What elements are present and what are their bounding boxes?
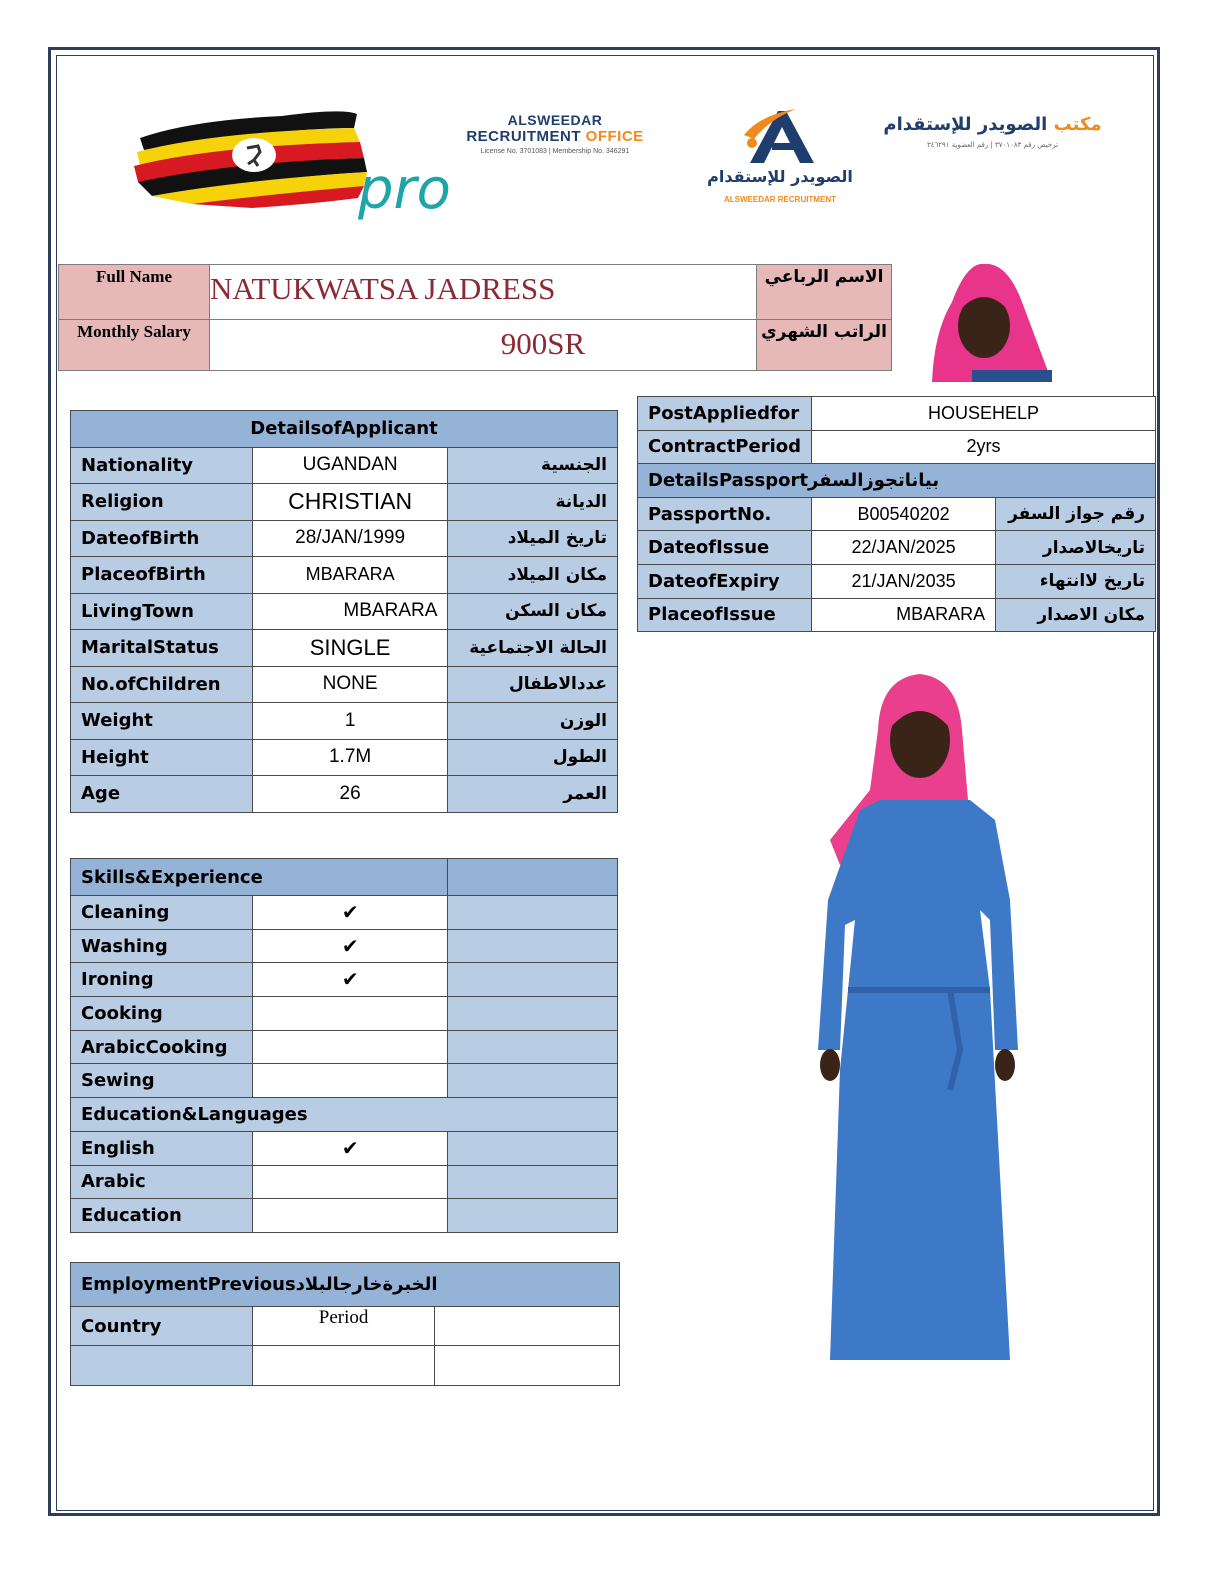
employment-title-en: EmploymentPrevious bbox=[81, 1274, 296, 1295]
table-row bbox=[71, 739, 618, 776]
logo-office: OFFICE bbox=[585, 128, 644, 145]
detail-label: Weight bbox=[71, 703, 253, 740]
passport-title-en: DetailsPassport bbox=[648, 469, 808, 491]
alsweedar-a-logo bbox=[700, 105, 860, 210]
table-row bbox=[71, 963, 618, 997]
employment-empty bbox=[435, 1346, 620, 1386]
table-row bbox=[71, 1131, 618, 1165]
previous-employment-table bbox=[70, 1262, 620, 1386]
detail-value: 26 bbox=[252, 776, 448, 813]
table-row bbox=[71, 1307, 620, 1346]
education-empty bbox=[448, 1131, 618, 1165]
detail-label: Nationality bbox=[71, 447, 253, 484]
detail-arabic: الوزن bbox=[448, 703, 618, 740]
employment-title-ar: الخبرةخارجالبلاد bbox=[295, 1274, 438, 1295]
table-row bbox=[71, 703, 618, 740]
table-row bbox=[71, 447, 618, 484]
period-label: Period bbox=[252, 1307, 435, 1346]
arabic-logo-office: مكتب bbox=[1053, 114, 1102, 135]
full-name-row bbox=[59, 265, 892, 320]
table-row bbox=[71, 520, 618, 557]
name-salary-table bbox=[58, 264, 892, 371]
employment-empty bbox=[435, 1307, 620, 1346]
detail-arabic: مكان الميلاد bbox=[448, 557, 618, 594]
contract-value: 2yrs bbox=[812, 430, 1156, 464]
detail-value: 1 bbox=[252, 703, 448, 740]
detail-value: MBARARA bbox=[252, 557, 448, 594]
skill-check bbox=[252, 997, 448, 1031]
skills-table bbox=[70, 858, 618, 1233]
table-row bbox=[71, 484, 618, 521]
skill-empty bbox=[448, 997, 618, 1031]
a-mark-icon bbox=[700, 105, 860, 167]
passport-value: MBARARA bbox=[812, 598, 996, 632]
detail-arabic: تاريخ الميلاد bbox=[448, 520, 618, 557]
skills-title: Skills&Experience bbox=[71, 859, 448, 896]
arabic-logo-title bbox=[880, 114, 1105, 135]
employment-title bbox=[71, 1263, 620, 1307]
logo-line-2 bbox=[455, 128, 655, 145]
detail-value: CHRISTIAN bbox=[252, 484, 448, 521]
skill-empty bbox=[448, 963, 618, 997]
passport-value: 22/JAN/2025 bbox=[812, 531, 996, 565]
passport-label: DateofIssue bbox=[638, 531, 812, 565]
skill-empty bbox=[448, 896, 618, 930]
employment-empty bbox=[252, 1346, 435, 1386]
salary-row bbox=[59, 320, 892, 371]
detail-value: 28/JAN/1999 bbox=[252, 520, 448, 557]
passport-title-ar: بياناتجوزالسفر bbox=[807, 469, 940, 491]
skills-header-empty bbox=[448, 859, 618, 896]
uganda-flag-logo bbox=[132, 100, 451, 225]
table-row bbox=[638, 531, 1156, 565]
table-row bbox=[71, 896, 618, 930]
detail-label: No.ofChildren bbox=[71, 666, 253, 703]
employment-header-row bbox=[71, 1263, 620, 1307]
passport-value: B00540202 bbox=[812, 497, 996, 531]
skill-label: Cooking bbox=[71, 997, 253, 1031]
full-name-arabic: الاسم الرباعي bbox=[757, 265, 892, 320]
applicant-headshot bbox=[912, 262, 1057, 382]
pro-text: pro bbox=[358, 157, 451, 222]
education-title: Education&Languages bbox=[71, 1098, 618, 1132]
table-row bbox=[71, 1199, 618, 1233]
table-row bbox=[71, 666, 618, 703]
arabic-logo-subline: ترخيص رقم ٣٧٠١٠٨٣ | رقم العضوية ٣٤٦٢٩١ bbox=[926, 141, 1059, 149]
a-logo-arabic: الصويدر للإستقدام bbox=[707, 167, 853, 186]
applicant-full-photo bbox=[800, 670, 1030, 1380]
skill-label: Sewing bbox=[71, 1064, 253, 1098]
detail-arabic: عددالاطفال bbox=[448, 666, 618, 703]
detail-label: Age bbox=[71, 776, 253, 813]
table-row bbox=[638, 564, 1156, 598]
table-row bbox=[71, 929, 618, 963]
skill-empty bbox=[448, 929, 618, 963]
skills-header-row bbox=[71, 859, 618, 896]
education-check bbox=[252, 1199, 448, 1233]
logo-license: License No. 3701083 | Membership No. 346291 bbox=[480, 148, 630, 155]
detail-value: UGANDAN bbox=[252, 447, 448, 484]
education-label: Arabic bbox=[71, 1165, 253, 1199]
skill-label: Washing bbox=[71, 929, 253, 963]
full-name-label: Full Name bbox=[59, 265, 210, 320]
detail-value: SINGLE bbox=[252, 630, 448, 667]
education-label: Education bbox=[71, 1199, 253, 1233]
skill-label: Cleaning bbox=[71, 896, 253, 930]
alsweedar-arabic-logo bbox=[880, 114, 1105, 149]
a-logo-english: ALSWEEDAR RECRUITMENT bbox=[724, 195, 836, 204]
passport-value: 21/JAN/2035 bbox=[812, 564, 996, 598]
alsweedar-english-logo bbox=[455, 112, 655, 155]
table-row bbox=[71, 593, 618, 630]
table-row bbox=[71, 1346, 620, 1386]
post-label: PostAppliedfor bbox=[638, 397, 812, 431]
passport-arabic: مكان الاصدار bbox=[996, 598, 1156, 632]
detail-arabic: مكان السكن bbox=[448, 593, 618, 630]
education-header-row bbox=[71, 1098, 618, 1132]
detail-label: DateofBirth bbox=[71, 520, 253, 557]
table-row bbox=[71, 557, 618, 594]
detail-label: PlaceofBirth bbox=[71, 557, 253, 594]
education-label: English bbox=[71, 1131, 253, 1165]
passport-arabic: تاريخ لاانتهاء bbox=[996, 564, 1156, 598]
table-row bbox=[638, 497, 1156, 531]
full-name-value: NATUKWATSA JADRESS bbox=[210, 265, 757, 320]
salary-arabic: الراتب الشهري bbox=[757, 320, 892, 371]
country-label: Country bbox=[71, 1307, 253, 1346]
logo-recruitment: RECRUITMENT bbox=[466, 128, 581, 145]
table-row bbox=[71, 997, 618, 1031]
logo-line-1: ALSWEEDAR bbox=[507, 112, 603, 128]
contract-label: ContractPeriod bbox=[638, 430, 812, 464]
details-header-row bbox=[71, 411, 618, 448]
table-row bbox=[638, 397, 1156, 431]
education-empty bbox=[448, 1165, 618, 1199]
table-row bbox=[71, 1030, 618, 1064]
education-check: ✔ bbox=[252, 1131, 448, 1165]
passport-details-table bbox=[637, 396, 1156, 632]
table-row bbox=[638, 598, 1156, 632]
skill-empty bbox=[448, 1064, 618, 1098]
table-row bbox=[71, 1165, 618, 1199]
applicant-details-table bbox=[70, 410, 618, 813]
education-empty bbox=[448, 1199, 618, 1233]
skill-label: ArabicCooking bbox=[71, 1030, 253, 1064]
skill-empty bbox=[448, 1030, 618, 1064]
table-row bbox=[71, 1064, 618, 1098]
salary-label: Monthly Salary bbox=[59, 320, 210, 371]
detail-arabic: الطول bbox=[448, 739, 618, 776]
passport-arabic: تاريخالاصدار bbox=[996, 531, 1156, 565]
passport-label: PassportNo. bbox=[638, 497, 812, 531]
detail-label: Height bbox=[71, 739, 253, 776]
salary-value: 900SR bbox=[210, 320, 757, 371]
skill-label: Ironing bbox=[71, 963, 253, 997]
detail-arabic: العمر bbox=[448, 776, 618, 813]
passport-header-row bbox=[638, 464, 1156, 498]
detail-value: 1.7M bbox=[252, 739, 448, 776]
post-value: HOUSEHELP bbox=[812, 397, 1156, 431]
table-row bbox=[71, 630, 618, 667]
detail-label: MaritalStatus bbox=[71, 630, 253, 667]
table-row bbox=[638, 430, 1156, 464]
detail-value: NONE bbox=[252, 666, 448, 703]
employment-empty-label bbox=[71, 1346, 253, 1386]
skill-check: ✔ bbox=[252, 963, 448, 997]
passport-title bbox=[638, 464, 1156, 498]
arabic-logo-name: الصويدر للإستقدام bbox=[883, 114, 1048, 135]
detail-arabic: الجنسية bbox=[448, 447, 618, 484]
skill-check bbox=[252, 1064, 448, 1098]
detail-label: LivingTown bbox=[71, 593, 253, 630]
table-row bbox=[71, 776, 618, 813]
details-title: DetailsofApplicant bbox=[71, 411, 618, 448]
skill-check: ✔ bbox=[252, 929, 448, 963]
education-check bbox=[252, 1165, 448, 1199]
detail-arabic: الديانة bbox=[448, 484, 618, 521]
passport-label: PlaceofIssue bbox=[638, 598, 812, 632]
detail-value: MBARARA bbox=[252, 593, 448, 630]
skill-check: ✔ bbox=[252, 896, 448, 930]
passport-arabic: رقم جواز السفر bbox=[996, 497, 1156, 531]
skill-check bbox=[252, 1030, 448, 1064]
detail-label: Religion bbox=[71, 484, 253, 521]
passport-label: DateofExpiry bbox=[638, 564, 812, 598]
detail-arabic: الحالة الاجتماعية bbox=[448, 630, 618, 667]
